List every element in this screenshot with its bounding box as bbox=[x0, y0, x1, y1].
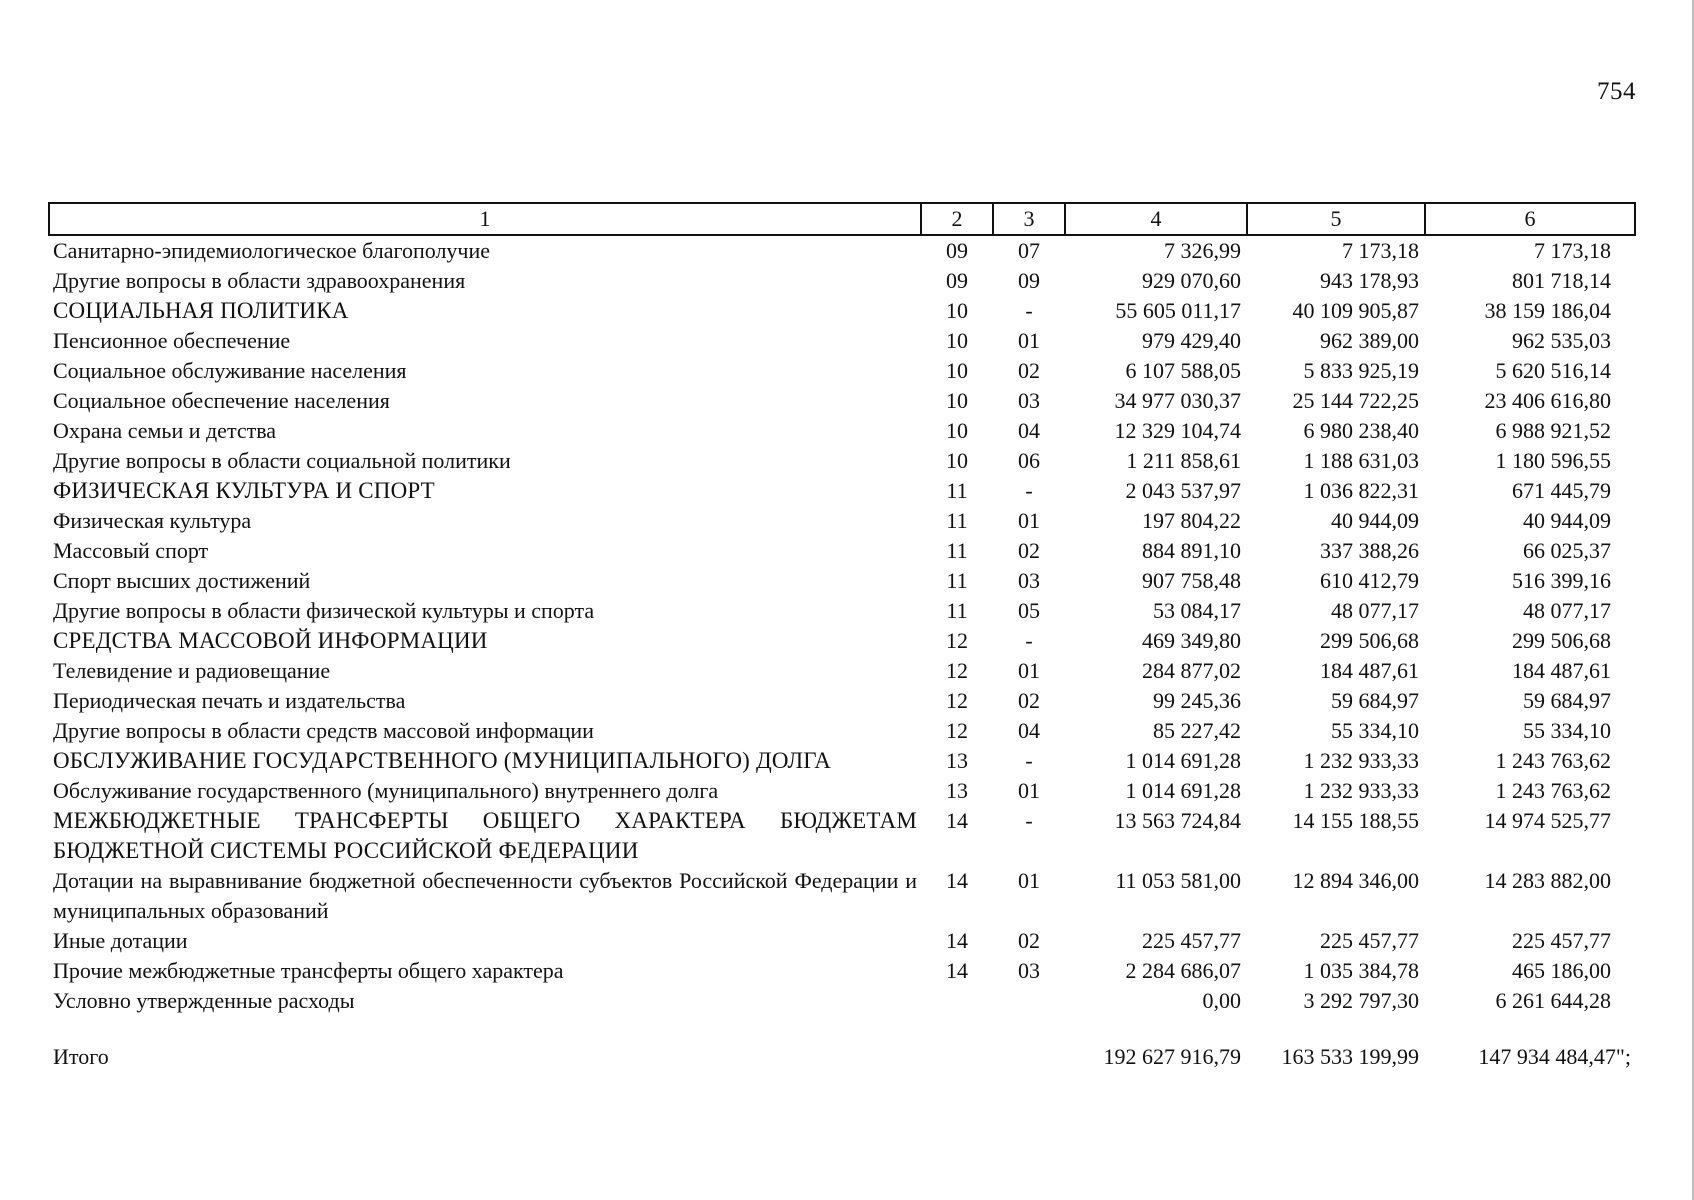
row-name: Санитарно-эпидемиологическое благополучие bbox=[53, 238, 491, 263]
row-name: Телевидение и радиовещание bbox=[53, 658, 331, 683]
row-value-year-1: 34 977 030,37 bbox=[1114, 388, 1241, 413]
row-value-year-3: 516 399,16 bbox=[1512, 568, 1611, 593]
row-name: Условно утвержденные расходы bbox=[53, 988, 355, 1013]
header-col-4: 4 bbox=[1065, 203, 1247, 235]
row-section-code: 14 bbox=[946, 868, 968, 893]
table-row bbox=[49, 506, 1635, 536]
row-value-year-2: 1 232 933,33 bbox=[1303, 748, 1419, 773]
row-value-year-2: 40 944,09 bbox=[1331, 508, 1419, 533]
total-value-year-1: 192 627 916,79 bbox=[1103, 1044, 1241, 1069]
table-row bbox=[49, 536, 1635, 566]
row-name: Прочие межбюджетные трансферты общего характера bbox=[53, 958, 564, 983]
row-subsection-code: 06 bbox=[1018, 448, 1040, 473]
row-subsection-code: 03 bbox=[1018, 568, 1040, 593]
row-value-year-3: 962 535,03 bbox=[1512, 328, 1611, 353]
row-section-code: 10 bbox=[946, 328, 968, 353]
total-empty-cell bbox=[993, 1038, 1065, 1072]
row-value-year-3: 59 684,97 bbox=[1523, 688, 1611, 713]
row-value-year-3: 465 186,00 bbox=[1512, 958, 1611, 983]
row-subsection-code: 09 bbox=[1018, 268, 1040, 293]
row-value-year-2: 225 457,77 bbox=[1320, 928, 1419, 953]
table-row bbox=[49, 446, 1635, 476]
row-subsection-code: - bbox=[1025, 748, 1033, 773]
row-value-year-1: 929 070,60 bbox=[1142, 268, 1241, 293]
row-value-year-1: 197 804,22 bbox=[1142, 508, 1241, 533]
row-subsection-code: 04 bbox=[1018, 418, 1040, 443]
table-row bbox=[49, 716, 1635, 746]
header-col-1: 1 bbox=[49, 203, 921, 235]
row-value-year-1: 85 227,42 bbox=[1153, 718, 1241, 743]
row-section-code: 10 bbox=[946, 418, 968, 443]
row-value-year-1: 469 349,80 bbox=[1142, 628, 1241, 653]
row-subsection-code: 01 bbox=[1018, 508, 1040, 533]
page-number: 754 bbox=[1597, 78, 1636, 105]
row-value-year-2: 5 833 925,19 bbox=[1303, 358, 1419, 383]
row-value-year-3: 184 487,61 bbox=[1512, 658, 1611, 683]
row-name: МЕЖБЮДЖЕТНЫЕ ТРАНСФЕРТЫ ОБЩЕГО ХАРАКТЕРА БЮДЖЕТАМ БЮДЖЕТНОЙ СИСТЕМЫ РОССИЙСКОЙ ФЕДЕРАЦИИ bbox=[53, 808, 917, 863]
row-subsection-code: - bbox=[1025, 298, 1033, 323]
spacer-cell bbox=[921, 1016, 993, 1038]
row-value-year-3: 299 506,68 bbox=[1512, 628, 1611, 653]
table-row bbox=[49, 746, 1635, 776]
row-section-code: 11 bbox=[946, 598, 968, 623]
header-col-5: 5 bbox=[1247, 203, 1425, 235]
row-value-year-3: 14 974 525,77 bbox=[1484, 808, 1611, 833]
row-subsection-code: - bbox=[1025, 478, 1033, 503]
row-value-year-2: 59 684,97 bbox=[1331, 688, 1419, 713]
row-name: СРЕДСТВА МАССОВОЙ ИНФОРМАЦИИ bbox=[53, 628, 488, 653]
row-section-code: 11 bbox=[946, 508, 968, 533]
row-value-year-2: 48 077,17 bbox=[1331, 598, 1419, 623]
table-row bbox=[49, 686, 1635, 716]
row-name: Социальное обеспечение населения bbox=[53, 388, 390, 413]
row-value-year-3: 225 457,77 bbox=[1512, 928, 1611, 953]
budget-table-container bbox=[48, 202, 1634, 1072]
row-value-year-2: 1 035 384,78 bbox=[1303, 958, 1419, 983]
row-name: Социальное обслуживание населения bbox=[53, 358, 407, 383]
table-row bbox=[49, 326, 1635, 356]
row-name: ОБСЛУЖИВАНИЕ ГОСУДАРСТВЕННОГО (МУНИЦИПАЛЬНОГО) ДОЛГА bbox=[53, 748, 832, 773]
row-value-year-3: 23 406 616,80 bbox=[1484, 388, 1611, 413]
total-empty-cell bbox=[921, 1038, 993, 1072]
row-value-year-3: 1 180 596,55 bbox=[1495, 448, 1611, 473]
row-value-year-3: 801 718,14 bbox=[1512, 268, 1611, 293]
row-subsection-code: 01 bbox=[1018, 328, 1040, 353]
row-section-code: 09 bbox=[946, 268, 968, 293]
row-value-year-3: 38 159 186,04 bbox=[1484, 298, 1611, 323]
row-section-code: 11 bbox=[946, 538, 968, 563]
row-subsection-code: 02 bbox=[1018, 538, 1040, 563]
row-value-year-3: 6 261 644,28 bbox=[1495, 988, 1611, 1013]
row-value-year-1: 225 457,77 bbox=[1142, 928, 1241, 953]
row-value-year-2: 299 506,68 bbox=[1320, 628, 1419, 653]
row-subsection-code bbox=[993, 986, 1065, 1016]
row-value-year-3: 14 283 882,00 bbox=[1484, 868, 1611, 893]
row-name: Массовый спорт bbox=[53, 538, 209, 563]
row-value-year-1: 6 107 588,05 bbox=[1125, 358, 1241, 383]
row-value-year-3: 40 944,09 bbox=[1523, 508, 1611, 533]
row-subsection-code: 02 bbox=[1018, 358, 1040, 383]
row-value-year-2: 337 388,26 bbox=[1320, 538, 1419, 563]
row-value-year-2: 943 178,93 bbox=[1320, 268, 1419, 293]
row-value-year-2: 40 109 905,87 bbox=[1292, 298, 1419, 323]
row-subsection-code: - bbox=[1025, 628, 1033, 653]
total-value-year-3: 147 934 484,47"; bbox=[1478, 1044, 1631, 1069]
row-value-year-2: 6 980 238,40 bbox=[1303, 418, 1419, 443]
row-name: СОЦИАЛЬНАЯ ПОЛИТИКА bbox=[53, 298, 349, 323]
total-value-year-2: 163 533 199,99 bbox=[1281, 1044, 1419, 1069]
header-col-6: 6 bbox=[1425, 203, 1635, 235]
row-section-code: 10 bbox=[946, 298, 968, 323]
table-row bbox=[49, 926, 1635, 956]
row-subsection-code: 02 bbox=[1018, 688, 1040, 713]
row-name: Дотации на выравнивание бюджетной обеспеченности субъектов Российской Федерации и муниципальных образований bbox=[53, 868, 917, 923]
table-row bbox=[49, 776, 1635, 806]
row-value-year-1: 1 014 691,28 bbox=[1125, 778, 1241, 803]
row-value-year-1: 907 758,48 bbox=[1142, 568, 1241, 593]
row-value-year-1: 1 014 691,28 bbox=[1125, 748, 1241, 773]
spacer-cell bbox=[49, 1016, 921, 1038]
row-value-year-2: 25 144 722,25 bbox=[1292, 388, 1419, 413]
row-section-code: 12 bbox=[946, 718, 968, 743]
row-value-year-2: 1 036 822,31 bbox=[1303, 478, 1419, 503]
row-value-year-3: 6 988 921,52 bbox=[1495, 418, 1611, 443]
row-name: Другие вопросы в области здравоохранения bbox=[53, 268, 466, 293]
table-row bbox=[49, 266, 1635, 296]
row-name: Другие вопросы в области средств массовой информации bbox=[53, 718, 594, 743]
row-value-year-2: 184 487,61 bbox=[1320, 658, 1419, 683]
table-row bbox=[49, 656, 1635, 686]
row-name: Другие вопросы в области физической культуры и спорта bbox=[53, 598, 595, 623]
row-name: Спорт высших достижений bbox=[53, 568, 311, 593]
row-value-year-2: 14 155 188,55 bbox=[1292, 808, 1419, 833]
row-value-year-1: 1 211 858,61 bbox=[1126, 448, 1241, 473]
row-value-year-1: 53 084,17 bbox=[1153, 598, 1241, 623]
row-section-code: 12 bbox=[946, 658, 968, 683]
row-value-year-3: 671 445,79 bbox=[1512, 478, 1611, 503]
row-value-year-3: 1 243 763,62 bbox=[1495, 778, 1611, 803]
table-row bbox=[49, 596, 1635, 626]
row-section-code: 13 bbox=[946, 778, 968, 803]
row-name: ФИЗИЧЕСКАЯ КУЛЬТУРА И СПОРТ bbox=[53, 478, 435, 503]
header-col-3: 3 bbox=[993, 203, 1065, 235]
row-subsection-code: 02 bbox=[1018, 928, 1040, 953]
row-value-year-2: 610 412,79 bbox=[1320, 568, 1419, 593]
spacer-row bbox=[49, 1016, 1635, 1038]
row-section-code: 14 bbox=[946, 808, 968, 833]
table-row bbox=[49, 626, 1635, 656]
total-label: Итого bbox=[53, 1044, 109, 1069]
row-value-year-3: 7 173,18 bbox=[1534, 238, 1611, 263]
row-name: Периодическая печать и издательства bbox=[53, 688, 406, 713]
table-row bbox=[49, 806, 1635, 866]
row-value-year-2: 962 389,00 bbox=[1320, 328, 1419, 353]
row-section-code: 13 bbox=[946, 748, 968, 773]
row-value-year-1: 11 053 581,00 bbox=[1115, 868, 1241, 893]
row-section-code: 10 bbox=[946, 448, 968, 473]
row-subsection-code: 01 bbox=[1018, 778, 1040, 803]
row-value-year-2: 12 894 346,00 bbox=[1292, 868, 1419, 893]
header-col-2: 2 bbox=[921, 203, 993, 235]
row-section-code: 11 bbox=[946, 568, 968, 593]
row-subsection-code: 07 bbox=[1018, 238, 1040, 263]
row-name: Физическая культура bbox=[53, 508, 252, 533]
row-name: Пенсионное обеспечение bbox=[53, 328, 291, 353]
row-section-code: 10 bbox=[946, 388, 968, 413]
row-value-year-1: 2 043 537,97 bbox=[1125, 478, 1241, 503]
row-section-code: 10 bbox=[946, 358, 968, 383]
row-section-code bbox=[921, 986, 993, 1016]
row-value-year-3: 1 243 763,62 bbox=[1495, 748, 1611, 773]
table-row bbox=[49, 356, 1635, 386]
table-row bbox=[49, 566, 1635, 596]
row-value-year-3: 48 077,17 bbox=[1523, 598, 1611, 623]
spacer-cell bbox=[1425, 1016, 1635, 1038]
row-value-year-1: 7 326,99 bbox=[1164, 238, 1241, 263]
row-value-year-3: 5 620 516,14 bbox=[1495, 358, 1611, 383]
row-value-year-1: 884 891,10 bbox=[1142, 538, 1241, 563]
row-subsection-code: - bbox=[1025, 808, 1033, 833]
total-row bbox=[49, 1038, 1635, 1072]
row-subsection-code: 05 bbox=[1018, 598, 1040, 623]
row-name: Другие вопросы в области социальной политики bbox=[53, 448, 511, 473]
row-subsection-code: 03 bbox=[1018, 388, 1040, 413]
row-value-year-2: 1 188 631,03 bbox=[1303, 448, 1419, 473]
row-value-year-3: 66 025,37 bbox=[1523, 538, 1611, 563]
row-section-code: 09 bbox=[946, 238, 968, 263]
row-value-year-2: 1 232 933,33 bbox=[1303, 778, 1419, 803]
spacer-cell bbox=[993, 1016, 1065, 1038]
table-row bbox=[49, 416, 1635, 446]
table-row bbox=[49, 296, 1635, 326]
row-subsection-code: 01 bbox=[1018, 658, 1040, 683]
row-section-code: 11 bbox=[946, 478, 968, 503]
row-section-code: 12 bbox=[946, 688, 968, 713]
row-value-year-1: 13 563 724,84 bbox=[1114, 808, 1241, 833]
row-subsection-code: 04 bbox=[1018, 718, 1040, 743]
table-row bbox=[49, 956, 1635, 986]
row-value-year-2: 3 292 797,30 bbox=[1303, 988, 1419, 1013]
table-row bbox=[49, 235, 1635, 266]
row-value-year-1: 0,00 bbox=[1202, 988, 1241, 1013]
row-name: Иные дотации bbox=[53, 928, 188, 953]
spacer-cell bbox=[1247, 1016, 1425, 1038]
table-header-row bbox=[49, 203, 1635, 235]
row-value-year-1: 2 284 686,07 bbox=[1125, 958, 1241, 983]
row-value-year-3: 55 334,10 bbox=[1523, 718, 1611, 743]
row-section-code: 12 bbox=[946, 628, 968, 653]
row-value-year-1: 284 877,02 bbox=[1142, 658, 1241, 683]
table-row bbox=[49, 986, 1635, 1016]
budget-table bbox=[48, 202, 1636, 1072]
row-name: Обслуживание государственного (муниципального) внутреннего долга bbox=[53, 778, 719, 803]
row-value-year-1: 979 429,40 bbox=[1142, 328, 1241, 353]
row-value-year-1: 99 245,36 bbox=[1153, 688, 1241, 713]
row-value-year-1: 55 605 011,17 bbox=[1115, 298, 1241, 323]
row-section-code: 14 bbox=[946, 958, 968, 983]
row-subsection-code: 01 bbox=[1018, 868, 1040, 893]
row-value-year-1: 12 329 104,74 bbox=[1114, 418, 1241, 443]
row-section-code: 14 bbox=[946, 928, 968, 953]
row-value-year-2: 55 334,10 bbox=[1331, 718, 1419, 743]
table-row bbox=[49, 476, 1635, 506]
row-subsection-code: 03 bbox=[1018, 958, 1040, 983]
table-body bbox=[49, 235, 1635, 1072]
table-row bbox=[49, 866, 1635, 926]
row-value-year-2: 7 173,18 bbox=[1342, 238, 1419, 263]
table-row bbox=[49, 386, 1635, 416]
row-name: Охрана семьи и детства bbox=[53, 418, 277, 443]
spacer-cell bbox=[1065, 1016, 1247, 1038]
